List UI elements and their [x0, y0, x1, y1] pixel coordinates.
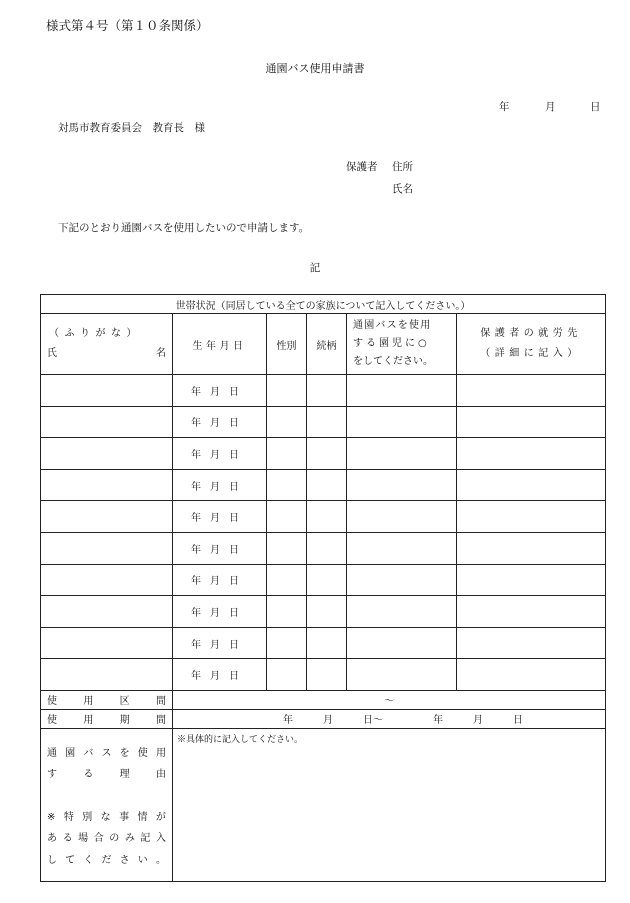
relation-cell[interactable]: [307, 501, 347, 533]
relation-cell[interactable]: [307, 564, 347, 596]
section-label: 使 用 区 間: [47, 696, 166, 708]
workplace-cell[interactable]: [457, 659, 606, 691]
name-cell[interactable]: [41, 438, 173, 470]
section-label-cell: [41, 690, 173, 709]
table-row: [41, 659, 606, 691]
name-cell[interactable]: [41, 532, 173, 564]
workplace-cell[interactable]: [457, 532, 606, 564]
reason-note-line: あ る 場 合 の み 記 入: [47, 833, 166, 845]
name-label-right: 名: [156, 348, 166, 359]
gender-column-header: 性別: [267, 314, 307, 375]
bus-use-cell[interactable]: [347, 532, 457, 564]
form-number: 様式第４号（第１０条関係）: [46, 18, 209, 33]
period-value[interactable]: 年 月 日～ 年 月 日: [173, 709, 606, 728]
workplace-line: 保護者の就労先: [480, 328, 582, 339]
relation-cell[interactable]: [307, 375, 347, 407]
dob-cell[interactable]: 年月日: [173, 438, 267, 470]
date-month-label: 月: [545, 101, 556, 113]
name-cell[interactable]: [41, 564, 173, 596]
bus-use-cell[interactable]: [347, 375, 457, 407]
name-cell[interactable]: [41, 596, 173, 628]
gender-cell[interactable]: [267, 532, 307, 564]
dob-column-header: 生年月日: [173, 314, 267, 375]
table-row: [41, 564, 606, 596]
workplace-cell[interactable]: [457, 627, 606, 659]
bus-use-line: する園児に○: [353, 338, 430, 349]
name-cell[interactable]: [41, 469, 173, 501]
dob-cell[interactable]: 年月日: [173, 659, 267, 691]
bus-use-cell[interactable]: [347, 564, 457, 596]
table-row: [41, 596, 606, 628]
relation-cell[interactable]: [307, 659, 347, 691]
addressee: 対馬市教育委員会 教育長 様: [58, 122, 205, 134]
household-table: [40, 294, 606, 882]
name-column-header: [41, 314, 173, 375]
gender-cell[interactable]: [267, 627, 307, 659]
relation-column-header: 続柄: [307, 314, 347, 375]
bus-use-line: をしてください。: [353, 356, 433, 367]
reason-input[interactable]: [173, 728, 606, 882]
furigana-label: （ふりがな）: [49, 328, 142, 339]
ki-mark: 記: [309, 262, 321, 274]
reason-label-line: す る 理 由: [47, 769, 166, 781]
gender-cell[interactable]: [267, 659, 307, 691]
bus-use-column-header: [347, 314, 457, 375]
table-row: [41, 627, 606, 659]
bus-use-cell[interactable]: [347, 438, 457, 470]
workplace-column-header: [457, 314, 606, 375]
statement: 下記のとおり通園バスを使用したいので申請します。: [58, 222, 310, 234]
workplace-cell[interactable]: [457, 438, 606, 470]
table-row: [41, 375, 606, 407]
name-cell[interactable]: [41, 375, 173, 407]
address-label: 住所: [392, 161, 413, 173]
period-label: 使 用 期 間: [47, 715, 166, 727]
gender-cell[interactable]: [267, 438, 307, 470]
relation-cell[interactable]: [307, 532, 347, 564]
bus-use-cell[interactable]: [347, 627, 457, 659]
dob-cell[interactable]: 年月日: [173, 375, 267, 407]
applicant-role: 保護者: [346, 161, 378, 173]
bus-use-cell[interactable]: [347, 596, 457, 628]
table-row: [41, 532, 606, 564]
table-row: [41, 406, 606, 438]
relation-cell[interactable]: [307, 627, 347, 659]
dob-cell[interactable]: 年月日: [173, 469, 267, 501]
bus-use-cell[interactable]: [347, 469, 457, 501]
form-title: 通園バス使用申請書: [265, 62, 365, 75]
date-year-label: 年: [499, 101, 510, 113]
dob-cell[interactable]: 年月日: [173, 564, 267, 596]
reason-instruction: ※具体的に記入してください。: [177, 734, 304, 745]
name-cell[interactable]: [41, 406, 173, 438]
date-day-label: 日: [590, 101, 601, 113]
reason-note-line: し て く だ さ い 。: [47, 854, 166, 866]
table-row: [41, 469, 606, 501]
gender-cell[interactable]: [267, 375, 307, 407]
reason-note-line: ※ 特 別 な 事 情 が: [47, 811, 166, 823]
gender-cell[interactable]: [267, 501, 307, 533]
workplace-cell[interactable]: [457, 596, 606, 628]
dob-cell[interactable]: 年月日: [173, 627, 267, 659]
period-label-cell: [41, 709, 173, 728]
household-header: 世帯状況（同居している全ての家族について記入してください。）: [41, 295, 606, 314]
dob-cell[interactable]: 年月日: [173, 532, 267, 564]
gender-cell[interactable]: [267, 406, 307, 438]
bus-use-line: 通園バスを使用: [353, 320, 432, 331]
name-label-left: 氏: [47, 348, 57, 359]
workplace-line: （詳細に記入）: [480, 348, 582, 359]
workplace-cell[interactable]: [457, 501, 606, 533]
bus-use-cell[interactable]: [347, 406, 457, 438]
table-row: [41, 438, 606, 470]
relation-cell[interactable]: [307, 406, 347, 438]
dob-cell[interactable]: 年月日: [173, 406, 267, 438]
workplace-cell[interactable]: [457, 469, 606, 501]
name-label: 氏名: [392, 183, 413, 195]
relation-cell[interactable]: [307, 596, 347, 628]
table-row: [41, 501, 606, 533]
relation-cell[interactable]: [307, 469, 347, 501]
dob-cell[interactable]: 年月日: [173, 596, 267, 628]
workplace-cell[interactable]: [457, 564, 606, 596]
workplace-cell[interactable]: [457, 406, 606, 438]
bus-use-cell[interactable]: [347, 659, 457, 691]
name-cell[interactable]: [41, 627, 173, 659]
workplace-cell[interactable]: [457, 375, 606, 407]
reason-label-cell: [41, 728, 173, 882]
bus-use-cell[interactable]: [347, 501, 457, 533]
gender-cell[interactable]: [267, 469, 307, 501]
name-cell[interactable]: [41, 659, 173, 691]
gender-cell[interactable]: [267, 596, 307, 628]
reason-label-line: 通 園 バ ス を 使 用: [47, 747, 166, 759]
gender-cell[interactable]: [267, 564, 307, 596]
section-value[interactable]: ～: [173, 690, 606, 709]
relation-cell[interactable]: [307, 438, 347, 470]
name-cell[interactable]: [41, 501, 173, 533]
dob-cell[interactable]: 年月日: [173, 501, 267, 533]
